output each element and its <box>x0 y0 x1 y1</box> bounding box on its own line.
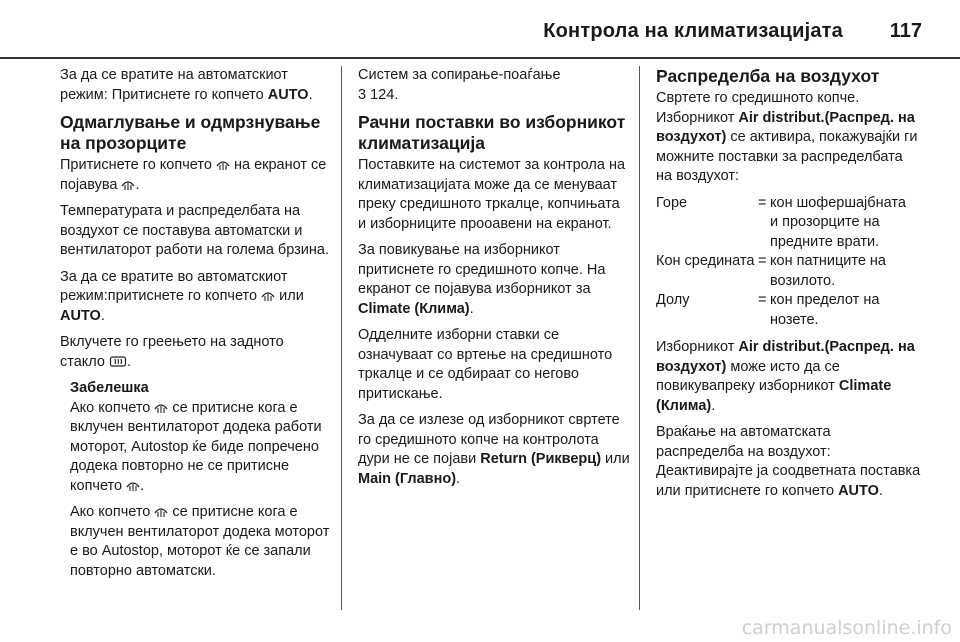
rear-window-heating-icon <box>109 355 127 368</box>
paragraph: Враќање на автоматската распределба на воздухот: <box>656 424 831 460</box>
paragraph: Систем за сопирање-поаѓање 3 124. <box>358 67 561 103</box>
cross-reference[interactable]: 3 124. <box>358 86 399 103</box>
paragraph: Температурата и распределбата на воздухот се поставува автоматски и вентилаторот работи на голема брзина. <box>60 203 329 258</box>
section-heading: Одмаглување и одмрзнување на прозорците <box>60 112 321 153</box>
note-title: Забелешка <box>70 380 149 396</box>
defrost-icon <box>126 479 140 492</box>
paragraph: Свртете го средишното копче. <box>656 90 860 106</box>
paragraph: Притиснете го копчето на екранот се појавува . <box>60 157 327 193</box>
defrost-icon <box>121 178 135 191</box>
column-divider-2 <box>639 66 640 610</box>
section-heading: Рачни поставки во изборникот климатизација <box>358 112 626 153</box>
header-title: Контрола на климатизацијата <box>543 20 843 42</box>
column-3 <box>656 66 922 508</box>
paragraph: Деактивирајте ја соодветната поставка или притиснете го копчето AUTO. <box>656 463 921 499</box>
note-paragraph: Ако копчето се притисне кога е вклучен вентилаторот додека работи моторот, Autostop ќе биде попречено додека повторно не се притисне копчето . <box>70 399 322 494</box>
section-heading: Распределба на воздухот <box>656 66 880 86</box>
paragraph: За да се вратите во автоматскиот режим:притиснете го копчето или AUTO. <box>60 268 304 324</box>
defrost-icon <box>216 158 230 171</box>
defrost-icon <box>154 401 168 414</box>
paragraph: Одделните изборни ставки се означуваат со вртење на средишното тркалце и се одбираат со негово притискање. <box>358 327 613 402</box>
defrost-icon <box>261 289 275 302</box>
table-row: Долу = кон пределот на нозете. <box>656 292 880 328</box>
distribution-table <box>656 194 922 331</box>
table-row: Горе = кон шофершајбната и прозорците на предните врати. <box>656 194 906 250</box>
table-row: Кон средината = кон патниците на возилото. <box>656 253 886 289</box>
paragraph: Вклучете го греењето на задното стакло . <box>60 334 284 370</box>
header-rule <box>0 57 960 59</box>
page-number: 117 <box>889 20 922 42</box>
paragraph: За да се вратите на автоматскиот режим: Притиснете го копчето AUTO. <box>60 67 313 103</box>
paragraph: За повикување на изборникот притиснете го средишното копче. На екранот се појавува изборникот за Climate (Клима). <box>358 242 606 317</box>
column-1 <box>60 66 332 588</box>
note-box <box>70 379 332 581</box>
column-divider-1 <box>341 66 342 610</box>
page-header <box>0 0 960 58</box>
paragraph: Поставките на системот за контрола на климатизацијата може да се менуваат преку средишното тркалце, копчињата и изборниците прооавени на екранот. <box>358 157 626 232</box>
column-2 <box>358 66 630 496</box>
defrost-icon <box>154 505 168 518</box>
paragraph: Изборникот Air distribut.(Распред. на воздухот) може исто да се повикувапреку изборникот Climate (Клима). <box>656 339 915 414</box>
watermark: carmanualsonline.info <box>741 617 952 639</box>
note-paragraph: Ако копчето се притисне кога е вклучен вентилаторот додека моторот е во Autostop, моторот ќе се запали повторно автоматски. <box>70 504 330 579</box>
paragraph: Изборникот Air distribut.(Распред. на воздухот) се активира, покажувајќи ги можните поставки за распределбата на воздухот: <box>656 109 918 184</box>
paragraph: За да се излезе од изборникот свртете го средишното копче на контролота дури не се појави Return (Рикверц) или Main (Главно). <box>358 412 630 487</box>
